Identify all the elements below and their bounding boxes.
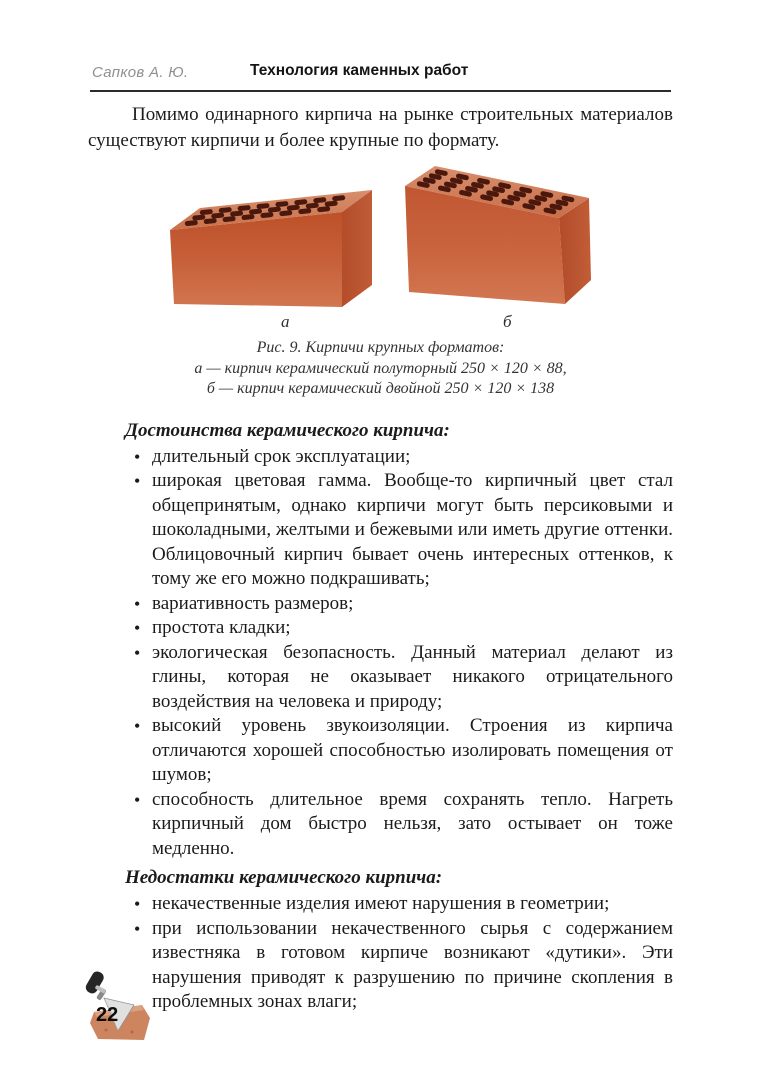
brick-photo-b [399,158,597,310]
page-marker [84,970,156,1046]
list-item: • экологическая безопасность. Данный материал делают из глины, которая не оказывает никакого отрицательного воздействия на человека и природу; [88,641,673,715]
header-author: Сапков А. Ю. [92,64,189,81]
figure-caption-line2: а — кирпич керамический полуторный 250 × 120 × 88, [194,359,567,377]
figure-bricks [88,158,673,400]
figure-label-a: а [281,312,290,331]
figure-label-b: б [503,312,512,331]
figure-caption [88,338,673,400]
disadvantages-list [88,892,673,1015]
list-item: • широкая цветовая гамма. Вообще-то кирпичный цвет стал общепринятым, однако кирпичи могут быть персиковыми и шоколадными, желтыми и бежевыми или иметь другие оттенки. Облицовочный кирпич бывает очень интересных оттенков, к тому же его можно подкрашивать; [88,469,673,592]
list-item: • простота кладки; [88,616,673,641]
header-rule [90,90,671,92]
page-number: 22 [96,1004,119,1026]
list-item: • при использовании некачественного сырья с содержанием известняка в готовом кирпиче возникают «дутики». Эти нарушения приводят к разрушению по причине скопления в проблемных зонах влаги; [88,917,673,1015]
disadvantages-heading: Недостатки керамического кирпича: [125,867,443,888]
figure-caption-line1: Рис. 9. Кирпичи крупных форматов: [256,339,505,356]
brick-photo-a [164,174,379,310]
list-item: • высокий уровень звукоизоляции. Строения из кирпича отличаются хорошей способностью изолировать помещения от шумов; [88,714,673,788]
brick-photos [88,158,673,310]
advantages-heading: Достоинства керамического кирпича: [125,419,450,441]
list-item: • длительный срок эксплуатации; [88,445,673,470]
advantages-list [88,445,673,862]
list-item: • способность длительное время сохранять тепло. Нагреть кирпичный дом быстро нельзя, зато остывает он тоже медленно. [88,788,673,862]
trowel-brick-icon [84,970,156,1046]
text-column [88,102,673,1015]
header-title: Технология каменных работ [250,62,469,79]
figure-caption-line3: б — кирпич керамический двойной 250 × 120 × 138 [206,380,555,397]
list-item: • некачественные изделия имеют нарушения в геометрии; [88,892,673,917]
list-item: • вариативность размеров; [88,592,673,617]
intro-paragraph: Помимо одинарного кирпича на рынке строительных материалов существуют кирпичи и более крупные по формату. [88,104,673,151]
figure-labels [88,310,673,334]
